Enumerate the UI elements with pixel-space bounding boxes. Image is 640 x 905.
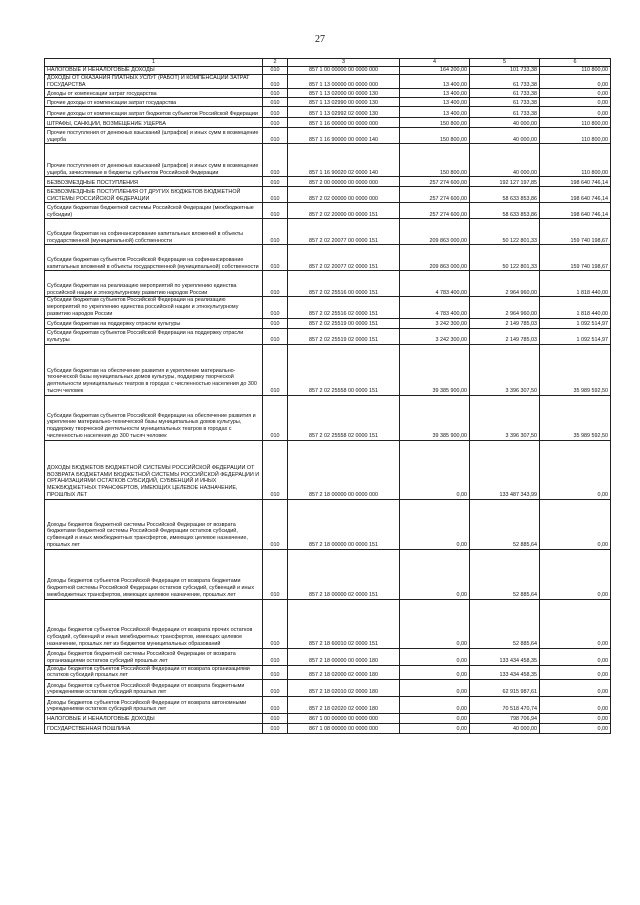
row-code-cell: 857 2 18 00000 00 0000 180	[288, 648, 400, 665]
row-name-cell: Субсидии бюджетам на поддержку отрасли культуры	[45, 318, 263, 328]
row-next-cell: 0,00	[540, 599, 611, 648]
row-plan-cell: 4 783 400,00	[400, 297, 470, 318]
row-fact-cell: 192 127 197,85	[470, 177, 540, 187]
table-row	[45, 549, 611, 599]
row-plan-cell: 0,00	[400, 499, 470, 549]
row-code-cell: 867 1 00 00000 00 0000 000	[288, 714, 400, 724]
row-next-cell: 1 092 514,97	[540, 328, 611, 344]
table-row	[45, 499, 611, 549]
row-fact-cell: 50 122 801,33	[470, 245, 540, 271]
table-row	[45, 107, 611, 118]
table-row	[45, 395, 611, 440]
row-code-cell: 857 2 02 00000 00 0000 000	[288, 187, 400, 203]
row-name-cell: ШТРАФЫ, САНКЦИИ, ВОЗМЕЩЕНИЕ УЩЕРБА	[45, 118, 263, 128]
row-code-cell: 857 2 18 00000 00 0000 151	[288, 499, 400, 549]
row-code-cell: 857 1 16 00000 00 0000 000	[288, 118, 400, 128]
row-fact-cell: 61 733,38	[470, 98, 540, 107]
row-fact-cell: 133 434 458,35	[470, 665, 540, 680]
row-admin-cell: 010	[263, 89, 288, 98]
row-code-cell: 857 1 13 02000 00 0000 130	[288, 89, 400, 98]
row-code-cell: 857 2 18 02020 02 0000 180	[288, 697, 400, 714]
row-admin-cell: 010	[263, 187, 288, 203]
row-code-cell: 857 1 13 00000 00 0000 000	[288, 74, 400, 89]
row-fact-cell: 133 434 458,35	[470, 648, 540, 665]
row-admin-cell: 010	[263, 344, 288, 395]
row-admin-cell: 010	[263, 328, 288, 344]
row-fact-cell: 133 487 343,99	[470, 440, 540, 499]
table-row	[45, 203, 611, 219]
row-admin-cell: 010	[263, 245, 288, 271]
row-name-cell: Субсидии бюджетам субъектов Российской Федерации на поддержку отрасли культуры	[45, 328, 263, 344]
table-row	[45, 271, 611, 297]
row-plan-cell: 0,00	[400, 680, 470, 697]
row-next-cell: 1 818 440,00	[540, 271, 611, 297]
row-plan-cell: 3 242 300,00	[400, 328, 470, 344]
row-plan-cell: 0,00	[400, 648, 470, 665]
header-cell: 2	[263, 59, 288, 67]
row-next-cell: 0,00	[540, 714, 611, 724]
row-next-cell: 110 800,00	[540, 128, 611, 144]
table-row	[45, 697, 611, 714]
row-plan-cell: 257 274 600,00	[400, 187, 470, 203]
row-fact-cell: 3 396 307,50	[470, 395, 540, 440]
table-row	[45, 714, 611, 724]
table-row	[45, 67, 611, 75]
table-row	[45, 128, 611, 144]
row-code-cell: 857 1 00 00000 00 0000 000	[288, 67, 400, 75]
row-fact-cell: 61 733,38	[470, 74, 540, 89]
row-next-cell: 110 800,00	[540, 67, 611, 75]
table-row	[45, 144, 611, 177]
row-name-cell: Субсидии бюджетам на обеспечение развития и укрепление материально-технической базы муниципальных домов культуры, поддержку творческой деятельности муниципальных театров в городах с численностью населения до 300 тысяч человек	[45, 344, 263, 395]
row-admin-cell: 010	[263, 144, 288, 177]
table-row	[45, 219, 611, 245]
header-cell: 1	[45, 59, 263, 67]
row-next-cell: 0,00	[540, 89, 611, 98]
row-admin-cell: 010	[263, 549, 288, 599]
row-admin-cell: 010	[263, 128, 288, 144]
row-plan-cell: 257 274 600,00	[400, 177, 470, 187]
row-next-cell: 0,00	[540, 697, 611, 714]
row-name-cell: Субсидии бюджетам на софинансирование капитальных вложений в объекты государственной (муниципальной) собственности	[45, 219, 263, 245]
row-name-cell: Доходы бюджетов субъектов Российской Федерации от возврата бюджетами бюджетной системы Российской Федерации остатков субсидий, субвенций и иных межбюджетных трансфертов, имеющих целевое назначение, прошлых лет	[45, 549, 263, 599]
row-name-cell: ГОСУДАРСТВЕННАЯ ПОШЛИНА	[45, 724, 263, 734]
table-row	[45, 245, 611, 271]
table-row	[45, 98, 611, 107]
header-cell: 5	[470, 59, 540, 67]
row-plan-cell: 4 783 400,00	[400, 271, 470, 297]
row-code-cell: 857 2 02 25516 02 0000 151	[288, 297, 400, 318]
row-next-cell: 0,00	[540, 107, 611, 118]
table-row	[45, 665, 611, 680]
row-code-cell: 857 2 18 60010 02 0000 151	[288, 599, 400, 648]
row-admin-cell: 010	[263, 697, 288, 714]
row-admin-cell: 010	[263, 118, 288, 128]
row-fact-cell: 101 733,38	[470, 67, 540, 75]
row-admin-cell: 010	[263, 219, 288, 245]
row-name-cell: БЕЗВОЗМЕЗДНЫЕ ПОСТУПЛЕНИЯ ОТ ДРУГИХ БЮДЖЕТОВ БЮДЖЕТНОЙ СИСТЕМЫ РОССИЙСКОЙ ФЕДЕРАЦИИ	[45, 187, 263, 203]
header-cell: 4	[400, 59, 470, 67]
row-next-cell: 159 740 198,67	[540, 245, 611, 271]
row-name-cell: Доходы бюджетов субъектов Российской Федерации от возврата бюджетными учреждениями остатков субсидий прошлых лет	[45, 680, 263, 697]
row-plan-cell: 0,00	[400, 697, 470, 714]
row-admin-cell: 010	[263, 177, 288, 187]
row-fact-cell: 40 000,00	[470, 724, 540, 734]
row-name-cell: Доходы бюджетов субъектов Российской Федерации от возврата прочих остатков субсидий, субвенций и иных межбюджетных трансфертов, имеющих целевое назначение, прошлых лет из бюджетов муниципальных образований	[45, 599, 263, 648]
row-code-cell: 857 2 02 25516 00 0000 151	[288, 271, 400, 297]
row-admin-cell: 010	[263, 665, 288, 680]
row-admin-cell: 010	[263, 318, 288, 328]
row-fact-cell: 58 633 853,86	[470, 203, 540, 219]
table-row	[45, 74, 611, 89]
row-admin-cell: 010	[263, 74, 288, 89]
row-name-cell: Доходы бюджетов бюджетной системы Российской Федерации от возврата бюджетами бюджетной системы Российской Федерации остатков субсидий, субвенций и иных межбюджетных трансфертов, имеющих целевое назначение, прошлых лет	[45, 499, 263, 549]
row-admin-cell: 010	[263, 297, 288, 318]
row-next-cell: 1 818 440,00	[540, 297, 611, 318]
row-plan-cell: 0,00	[400, 549, 470, 599]
row-fact-cell: 798 706,94	[470, 714, 540, 724]
row-admin-cell: 010	[263, 680, 288, 697]
row-code-cell: 857 2 02 20077 00 0000 151	[288, 219, 400, 245]
row-admin-cell: 010	[263, 599, 288, 648]
row-next-cell: 198 640 746,14	[540, 177, 611, 187]
row-next-cell: 0,00	[540, 724, 611, 734]
table-header-row	[45, 59, 611, 67]
row-plan-cell: 0,00	[400, 724, 470, 734]
row-fact-cell: 61 733,38	[470, 107, 540, 118]
table-row	[45, 724, 611, 734]
row-plan-cell: 0,00	[400, 440, 470, 499]
row-fact-cell: 52 885,64	[470, 499, 540, 549]
row-name-cell: НАЛОГОВЫЕ И НЕНАЛОГОВЫЕ ДОХОДЫ	[45, 67, 263, 75]
row-code-cell: 857 2 02 25519 00 0000 151	[288, 318, 400, 328]
page-number: 27	[315, 34, 325, 45]
row-name-cell: Прочие поступления от денежных взысканий (штрафов) и иных сумм в возмещение ущерба	[45, 128, 263, 144]
row-fact-cell: 61 733,38	[470, 89, 540, 98]
row-plan-cell: 13 400,00	[400, 89, 470, 98]
row-name-cell: НАЛОГОВЫЕ И НЕНАЛОГОВЫЕ ДОХОДЫ	[45, 714, 263, 724]
row-fact-cell: 2 964 960,00	[470, 297, 540, 318]
row-next-cell: 35 989 592,50	[540, 344, 611, 395]
row-next-cell: 0,00	[540, 499, 611, 549]
row-admin-cell: 010	[263, 271, 288, 297]
row-admin-cell: 010	[263, 203, 288, 219]
table-row	[45, 177, 611, 187]
row-code-cell: 857 2 02 20000 00 0000 151	[288, 203, 400, 219]
row-fact-cell: 2 964 960,00	[470, 271, 540, 297]
row-admin-cell: 010	[263, 648, 288, 665]
row-name-cell: БЕЗВОЗМЕЗДНЫЕ ПОСТУПЛЕНИЯ	[45, 177, 263, 187]
row-plan-cell: 209 863 000,00	[400, 219, 470, 245]
row-plan-cell: 13 400,00	[400, 107, 470, 118]
row-next-cell: 198 640 746,14	[540, 203, 611, 219]
table-row	[45, 328, 611, 344]
row-plan-cell: 0,00	[400, 714, 470, 724]
row-name-cell: Доходы бюджетов бюджетной системы Российской Федерации от возврата организациями остатков субсидий прошлых лет	[45, 648, 263, 665]
row-next-cell: 110 800,00	[540, 118, 611, 128]
row-plan-cell: 39 385 900,00	[400, 344, 470, 395]
row-plan-cell: 0,00	[400, 665, 470, 680]
row-plan-cell: 150 800,00	[400, 118, 470, 128]
revenue-table	[44, 58, 611, 734]
row-admin-cell: 010	[263, 67, 288, 75]
row-fact-cell: 40 000,00	[470, 144, 540, 177]
row-name-cell: Доходы бюджетов субъектов Российской Федерации от возврата автономными учреждениями остатков субсидий прошлых лет	[45, 697, 263, 714]
row-code-cell: 857 1 13 02990 00 0000 130	[288, 98, 400, 107]
row-plan-cell: 3 242 300,00	[400, 318, 470, 328]
row-next-cell: 0,00	[540, 440, 611, 499]
row-admin-cell: 010	[263, 499, 288, 549]
row-fact-cell: 3 396 307,50	[470, 344, 540, 395]
row-code-cell: 867 1 08 00000 00 0000 000	[288, 724, 400, 734]
table-row	[45, 89, 611, 98]
row-name-cell: ДОХОДЫ БЮДЖЕТОВ БЮДЖЕТНОЙ СИСТЕМЫ РОССИЙСКОЙ ФЕДЕРАЦИИ ОТ ВОЗВРАТА БЮДЖЕТАМИ БЮДЖЕТНОЙ СИСТЕМЫ РОССИЙСКОЙ ФЕДЕРАЦИИ И ОРГАНИЗАЦИЯМИ ОСТАТКОВ СУБСИДИЙ, СУБВЕНЦИЙ И ИНЫХ МЕЖБЮДЖЕТНЫХ ТРАНСФЕРТОВ, ИМЕЮЩИХ ЦЕЛЕВОЕ НАЗНАЧЕНИЕ, ПРОШЛЫХ ЛЕТ	[45, 440, 263, 499]
row-plan-cell: 164 200,00	[400, 67, 470, 75]
row-plan-cell: 150 800,00	[400, 128, 470, 144]
row-name-cell: Прочие доходы от компенсации затрат государства	[45, 98, 263, 107]
row-plan-cell: 0,00	[400, 599, 470, 648]
row-admin-cell: 010	[263, 98, 288, 107]
header-cell: 3	[288, 59, 400, 67]
table-row	[45, 599, 611, 648]
row-next-cell: 0,00	[540, 665, 611, 680]
row-code-cell: 857 2 02 20077 02 0000 151	[288, 245, 400, 271]
table-row	[45, 187, 611, 203]
row-fact-cell: 52 885,64	[470, 599, 540, 648]
row-next-cell: 0,00	[540, 549, 611, 599]
row-plan-cell: 13 400,00	[400, 98, 470, 107]
row-next-cell: 35 989 592,50	[540, 395, 611, 440]
row-next-cell: 0,00	[540, 680, 611, 697]
row-next-cell: 0,00	[540, 98, 611, 107]
row-next-cell: 110 800,00	[540, 144, 611, 177]
row-name-cell: Доходы бюджетов субъектов Российской Федерации от возврата организациями остатков субсидий прошлых лет	[45, 665, 263, 680]
row-code-cell: 857 2 00 00000 00 0000 000	[288, 177, 400, 187]
row-fact-cell: 2 149 785,03	[470, 328, 540, 344]
row-code-cell: 857 2 18 00000 00 0000 000	[288, 440, 400, 499]
table-row	[45, 297, 611, 318]
row-fact-cell: 62 915 987,61	[470, 680, 540, 697]
row-code-cell: 857 2 18 00000 02 0000 151	[288, 549, 400, 599]
row-plan-cell: 150 800,00	[400, 144, 470, 177]
row-name-cell: Субсидии бюджетам бюджетной системы Российской Федерации (межбюджетные субсидии)	[45, 203, 263, 219]
table-row	[45, 680, 611, 697]
row-next-cell: 1 092 514,97	[540, 318, 611, 328]
row-next-cell: 159 740 198,67	[540, 219, 611, 245]
row-code-cell: 857 2 02 25519 02 0000 151	[288, 328, 400, 344]
row-fact-cell: 58 633 853,86	[470, 187, 540, 203]
row-name-cell: Субсидии бюджетам субъектов Российской Федерации на обеспечение развития и укрепление материально-технической базы муниципальных домов культуры, поддержку творческой деятельности муниципальных театров в городах с численностью населения до 300 тысяч человек	[45, 395, 263, 440]
row-fact-cell: 52 885,64	[470, 549, 540, 599]
row-fact-cell: 2 149 785,03	[470, 318, 540, 328]
table-row	[45, 318, 611, 328]
row-name-cell: Субсидии бюджетам на реализацию мероприятий по укреплению единства российской нации и этнокультурному развитию народов России	[45, 271, 263, 297]
row-code-cell: 857 1 16 90000 00 0000 140	[288, 128, 400, 144]
row-name-cell: Прочие доходы от компенсации затрат бюджетов субъектов Российской Федерации	[45, 107, 263, 118]
row-code-cell: 857 2 18 02000 02 0000 180	[288, 665, 400, 680]
row-fact-cell: 40 000,00	[470, 128, 540, 144]
row-next-cell: 198 640 746,14	[540, 187, 611, 203]
table-row	[45, 648, 611, 665]
row-next-cell: 0,00	[540, 74, 611, 89]
row-admin-cell: 010	[263, 107, 288, 118]
row-name-cell: Доходы от компенсации затрат государства	[45, 89, 263, 98]
row-admin-cell: 010	[263, 440, 288, 499]
row-name-cell: Субсидии бюджетам субъектов Российской Федерации на реализацию мероприятий по укреплению единства российской нации и этнокультурному развитию народов России	[45, 297, 263, 318]
table-body	[45, 67, 611, 734]
row-fact-cell: 70 518 470,74	[470, 697, 540, 714]
row-next-cell: 0,00	[540, 648, 611, 665]
row-plan-cell: 209 863 000,00	[400, 245, 470, 271]
row-fact-cell: 50 122 801,33	[470, 219, 540, 245]
row-name-cell: Прочие поступления от денежных взысканий (штрафов) и иных сумм в возмещение ущерба, зачисляемые в бюджеты субъектов Российской Федерации	[45, 144, 263, 177]
row-name-cell: ДОХОДЫ ОТ ОКАЗАНИЯ ПЛАТНЫХ УСЛУГ (РАБОТ) И КОМПЕНСАЦИИ ЗАТРАТ ГОСУДАРСТВА	[45, 74, 263, 89]
row-plan-cell: 13 400,00	[400, 74, 470, 89]
row-admin-cell: 010	[263, 724, 288, 734]
header-cell: 6	[540, 59, 611, 67]
row-plan-cell: 39 385 900,00	[400, 395, 470, 440]
row-admin-cell: 010	[263, 395, 288, 440]
row-code-cell: 857 2 18 02010 02 0000 180	[288, 680, 400, 697]
row-plan-cell: 257 274 600,00	[400, 203, 470, 219]
row-code-cell: 857 1 16 90020 02 0000 140	[288, 144, 400, 177]
row-code-cell: 857 2 02 25558 02 0000 151	[288, 395, 400, 440]
row-code-cell: 857 2 02 25558 00 0000 151	[288, 344, 400, 395]
table-row	[45, 118, 611, 128]
row-fact-cell: 40 000,00	[470, 118, 540, 128]
row-admin-cell: 010	[263, 714, 288, 724]
row-code-cell: 857 1 13 02992 02 0000 130	[288, 107, 400, 118]
table-row	[45, 344, 611, 395]
table-row	[45, 440, 611, 499]
row-name-cell: Субсидии бюджетам субъектов Российской Федерации на софинансирование капитальных вложений в объекты государственной (муниципальной) собственности	[45, 245, 263, 271]
